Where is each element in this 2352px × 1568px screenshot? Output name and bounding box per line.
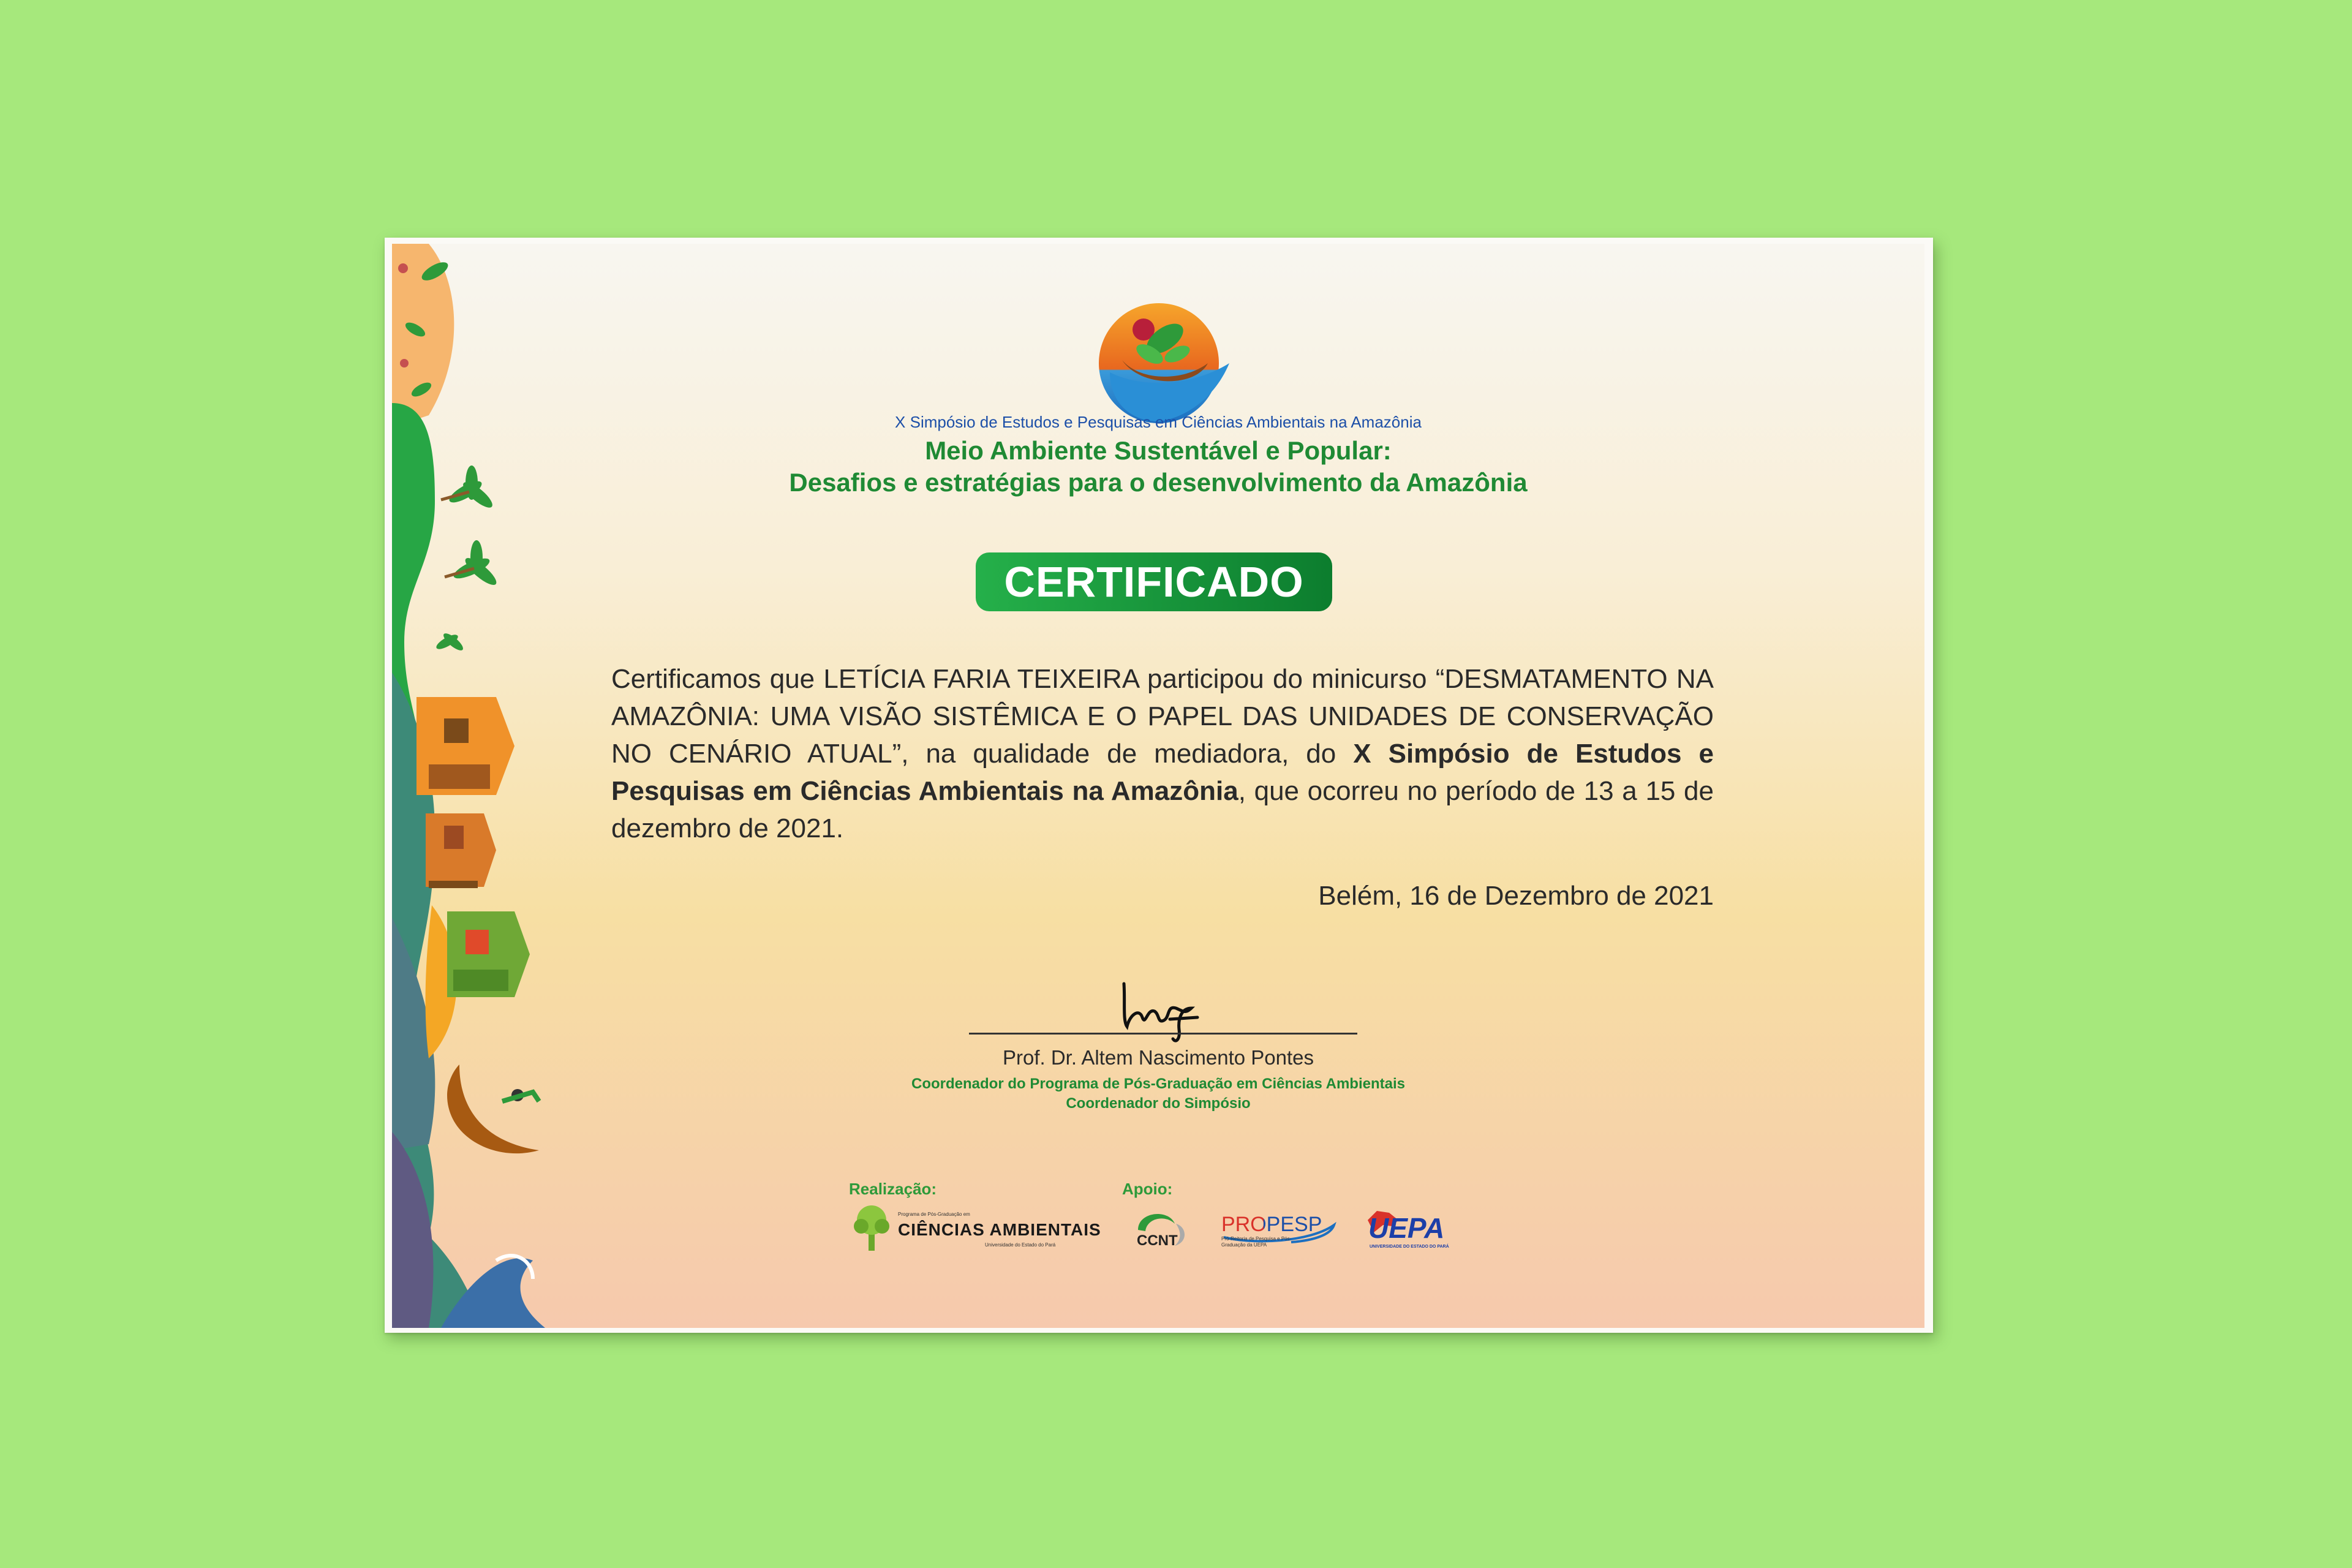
ciencias-ambientais-logo [850, 1203, 1101, 1252]
uepa-logo [1365, 1208, 1469, 1257]
certificate-badge: CERTIFICADO [976, 552, 1332, 611]
signer-name: Prof. Dr. Altem Nascimento Pontes [1002, 1046, 1314, 1069]
body-end: , que ocorreu no período de 13 a 15 de dezembro de 2021. [611, 776, 1714, 843]
uepa-text: UEPA [1368, 1212, 1445, 1244]
ccnt-text: CCNT [1137, 1232, 1178, 1249]
ciencias-program-text: Programa de Pós-Graduação em [898, 1212, 970, 1217]
ciencias-university: Universidade do Estado do Pará [985, 1242, 1056, 1248]
issue-date: Belém, 16 de Dezembro de 2021 [1318, 881, 1714, 911]
certificate-paper [385, 238, 1933, 1333]
body-event-name: X Simpósio de Estudos e Pesquisas em Ciências Ambientais na Amazônia [611, 739, 1714, 806]
event-title-line1: Meio Ambiente Sustentável e Popular: [925, 436, 1392, 465]
realizacao-label: Realização: [849, 1180, 937, 1198]
amazon-illustration [392, 244, 576, 1328]
symposium-logo [1091, 296, 1238, 431]
apoio-label: Apoio: [1122, 1180, 1173, 1198]
signer-role-2: Coordenador do Simpósio [1066, 1095, 1251, 1112]
propesp-wordmark: PROPESP [1221, 1213, 1322, 1236]
propesp-logo [1218, 1207, 1340, 1256]
ciencias-title: CIÊNCIAS AMBIENTAIS [898, 1220, 1101, 1239]
ccnt-logo [1132, 1205, 1193, 1254]
tree-icon [850, 1203, 893, 1252]
uepa-subtitle: UNIVERSIDADE DO ESTADO DO PARÁ [1370, 1245, 1449, 1249]
signer-role-1: Coordenador do Programa de Pós-Graduação em Ciências Ambientais [911, 1076, 1405, 1092]
certificate-body [611, 660, 1714, 847]
propesp-subtitle: Pró-Reitoria de Pesquisa e Pós-Graduação da UEPA [1221, 1236, 1292, 1248]
certificate [392, 244, 1924, 1328]
body-intro: Certificamos que LETÍCIA FARIA TEIXEIRA participou do minicurso “DESMATAMENTO NA AMAZÔNIA: UMA VISÃO SISTÊMICA E O PAPEL DAS UNIDADES DE CONSERVAÇÃO NO CENÁRIO ATUAL”, na qualidade de mediadora, do [611, 664, 1714, 769]
event-title-line2: Desafios e estratégias para o desenvolvimento da Amazônia [789, 468, 1528, 497]
signature-line [969, 1033, 1357, 1035]
propesp-text [1221, 1213, 1322, 1237]
event-subtitle: X Simpósio de Estudos e Pesquisas em Ciências Ambientais na Amazônia [895, 413, 1422, 431]
